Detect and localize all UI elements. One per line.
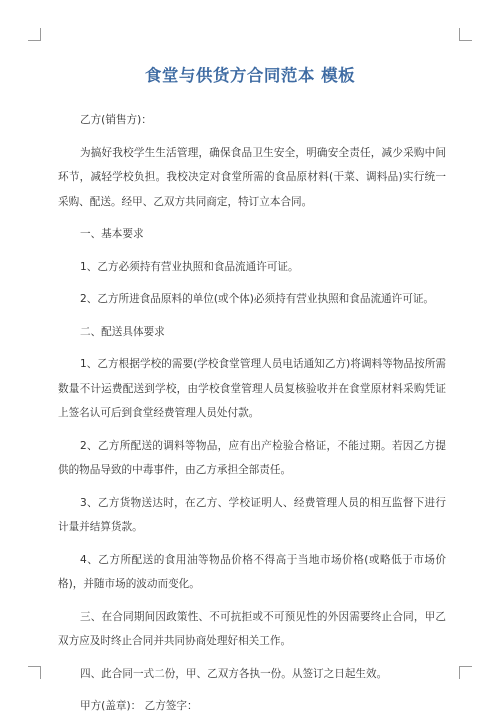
section2-item2: 2、乙方所配送的调料等物品，应有出产检验合格证，不能过期。若因乙方提供的物品导致的中毒事件，由乙方承担全部责任。: [58, 439, 446, 476]
document-body: [58, 108, 446, 727]
section3-paragraph: 三、在合同期间因政策性、不可抗拒或不可预见性的外因需要终止合同，甲乙双方应及时终止合同并共同协商处理好相关工作。: [58, 610, 446, 647]
section2-heading: 二、配送具体要求: [80, 325, 165, 338]
section1-heading: 一、基本要求: [80, 228, 144, 240]
corner-mark-bottom-left: [28, 666, 41, 679]
section1-item1: 1、乙方必须持有营业执照和食品流通许可证。: [80, 260, 299, 273]
corner-mark-top-right: [459, 28, 472, 41]
party-b-label: 乙方(销售方)：: [80, 114, 152, 126]
corner-mark-bottom-right: [459, 666, 472, 679]
intro-paragraph: 为搞好我校学生生活管理，确保食品卫生安全，明确安全责任，减少采购中间环节，减轻学校负担。我校决定对食堂所需的食品原材料(干菜、调料品)实行统一采购、配送。经甲、乙双方共同商定，特订立本合同。: [58, 146, 446, 208]
section2-item4: 4、乙方所配送的食用油等物品价格不得高于当地市场价格(或略低于市场价格)，并随市场的波动而变化。: [58, 553, 446, 590]
document-title: 食堂与供货方合同范本 模板: [144, 66, 356, 85]
section1-item2: 2、乙方所进食品原料的单位(或个体)必须持有营业执照和食品流通许可证。: [80, 293, 435, 305]
corner-mark-top-left: [28, 28, 41, 41]
section2-item3: 3、乙方货物送达时，在乙方、学校证明人、经费管理人员的相互监督下进行计量并结算货款。: [58, 496, 446, 533]
section2-item1: 1、乙方根据学校的需要(学校食堂管理人员电话通知乙方)将调料等物品按所需数量不计运费配送到学校，由学校食堂管理人员复核验收并在食堂原材料采购凭证上签名认可后到食堂经费管理人员处付款。: [58, 358, 446, 419]
signature-line: 甲方(盖章)： 乙方签字：: [80, 700, 198, 712]
section4-paragraph: 四、此合同一式二份，甲、乙双方各执一份。从签订之日起生效。: [80, 667, 388, 680]
